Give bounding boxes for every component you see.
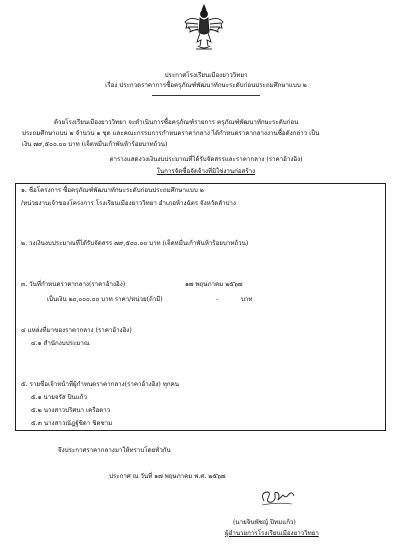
committee-member: ๕.๑ นายจรัส ปินแก้ว	[31, 394, 87, 401]
item-3-date: ๑๗ พฤษภาคม ๒๕๖๗	[185, 281, 243, 288]
item-5-committee-title: ๕. รายชื่อเจ้าหน้าที่ผู้กำหนดราคากลาง(ราคาอ้างอิง) ทุกคน	[21, 381, 179, 388]
paragraph-line-3: เงิน ๗๙,๕๐๐.๐๐ บาท (เจ็ดหมื่นเก้าพันห้าร้อยบาทถ้วน)	[22, 141, 168, 148]
signer-title: ผู้อำนวยการโรงเรียนเมืองยาววิทยา	[225, 530, 319, 537]
announcement-date: ประกาศ ณ วันที่ ๑๗ พฤษภาคม พ.ศ. ๒๕๖๗	[109, 473, 226, 480]
signer-name: (นายจินพัชญ์ ปิทมแก้ว)	[233, 519, 296, 526]
item-3-date-label: ๓. วันที่กำหนดราคากลาง(ราคาอ้างอิง)	[21, 281, 126, 288]
item-1-agency: /หน่วยงานเจ้าของโครงการ โรงเรียนเมืองยาววิทยา อำเภอห้างฉัตร จังหวัดลำปาง	[21, 200, 236, 207]
item-4-source-title: ๔ แหล่งที่มาของราคากลาง (ราคาอ้างอิง)	[21, 327, 132, 334]
committee-member: ๕.๓ นางสาวณัฎฐ์ชิดา ชิดชาม	[31, 420, 113, 427]
table-subtitle: ในการจัดซื้อจัดจ้างที่มิใช่งานก่อสร้าง	[156, 168, 256, 175]
table-title: ตารางแสดงวงเงินงบประมาณที่ได้รับจัดสรรและราคากลาง (ราคาอ้างอิง)	[109, 156, 303, 163]
item-2-budget: ๒. วงเงินงบประมาณที่ได้รับจัดสรร ๗๙,๕๐๐.๐๐ บาท (เจ็ดหมื่นเก้าพันห้าร้อยบาทถ้วน)	[21, 240, 249, 247]
item-3-dash: -	[216, 296, 219, 303]
item-3-amount: เป็นเงิน ๒๐,๐๐๐.๐๐ บาท ราคา/หน่วย(ถ้ามี)	[47, 296, 163, 303]
item-1-project-name: ๑. ชื่อโครงการ ซื้อครุภัณฑ์พัฒนาทักษะระดับก่อนประถมศึกษาแบบ ๒	[21, 187, 204, 194]
signature-icon	[258, 487, 298, 509]
heading-divider	[152, 95, 260, 96]
paragraph-line-2: ประถมศึกษาแบบ ๒ จำนวน ๑ ชุด และคณะกรรมการกำหนดราคากลาง ได้กำหนดราคากลางงานซื้อดังกล่าว เป็น	[22, 130, 320, 137]
item-4-source-entry: ๔.๑ สำนักงบประมาณ	[31, 340, 90, 347]
item-3-unit: บาท	[241, 296, 253, 303]
committee-member: ๕.๒ นางสาวปริศนา เครือดาว	[31, 407, 111, 414]
garuda-emblem-icon	[182, 2, 226, 54]
paragraph-line-1: ด้วยโรงเรียนเมืองยาววิทยา จะดำเนินการซื้อครุภัณฑ์รายการ ครุภัณฑ์พัฒนาทักษะระดับก่อน	[54, 119, 299, 126]
closing-statement: จึงประกาศราคากลางมาให้ทราบโดยทั่วกัน	[58, 447, 171, 454]
announcement-heading: ประกาศโรงเรียนเมืองยาววิทยา	[164, 72, 248, 79]
announcement-subject: เรื่อง ประกวดราคาการซื้อครุภัณฑ์พัฒนาทักษะระดับก่อนประถมศึกษาแบบ ๒	[105, 82, 307, 89]
